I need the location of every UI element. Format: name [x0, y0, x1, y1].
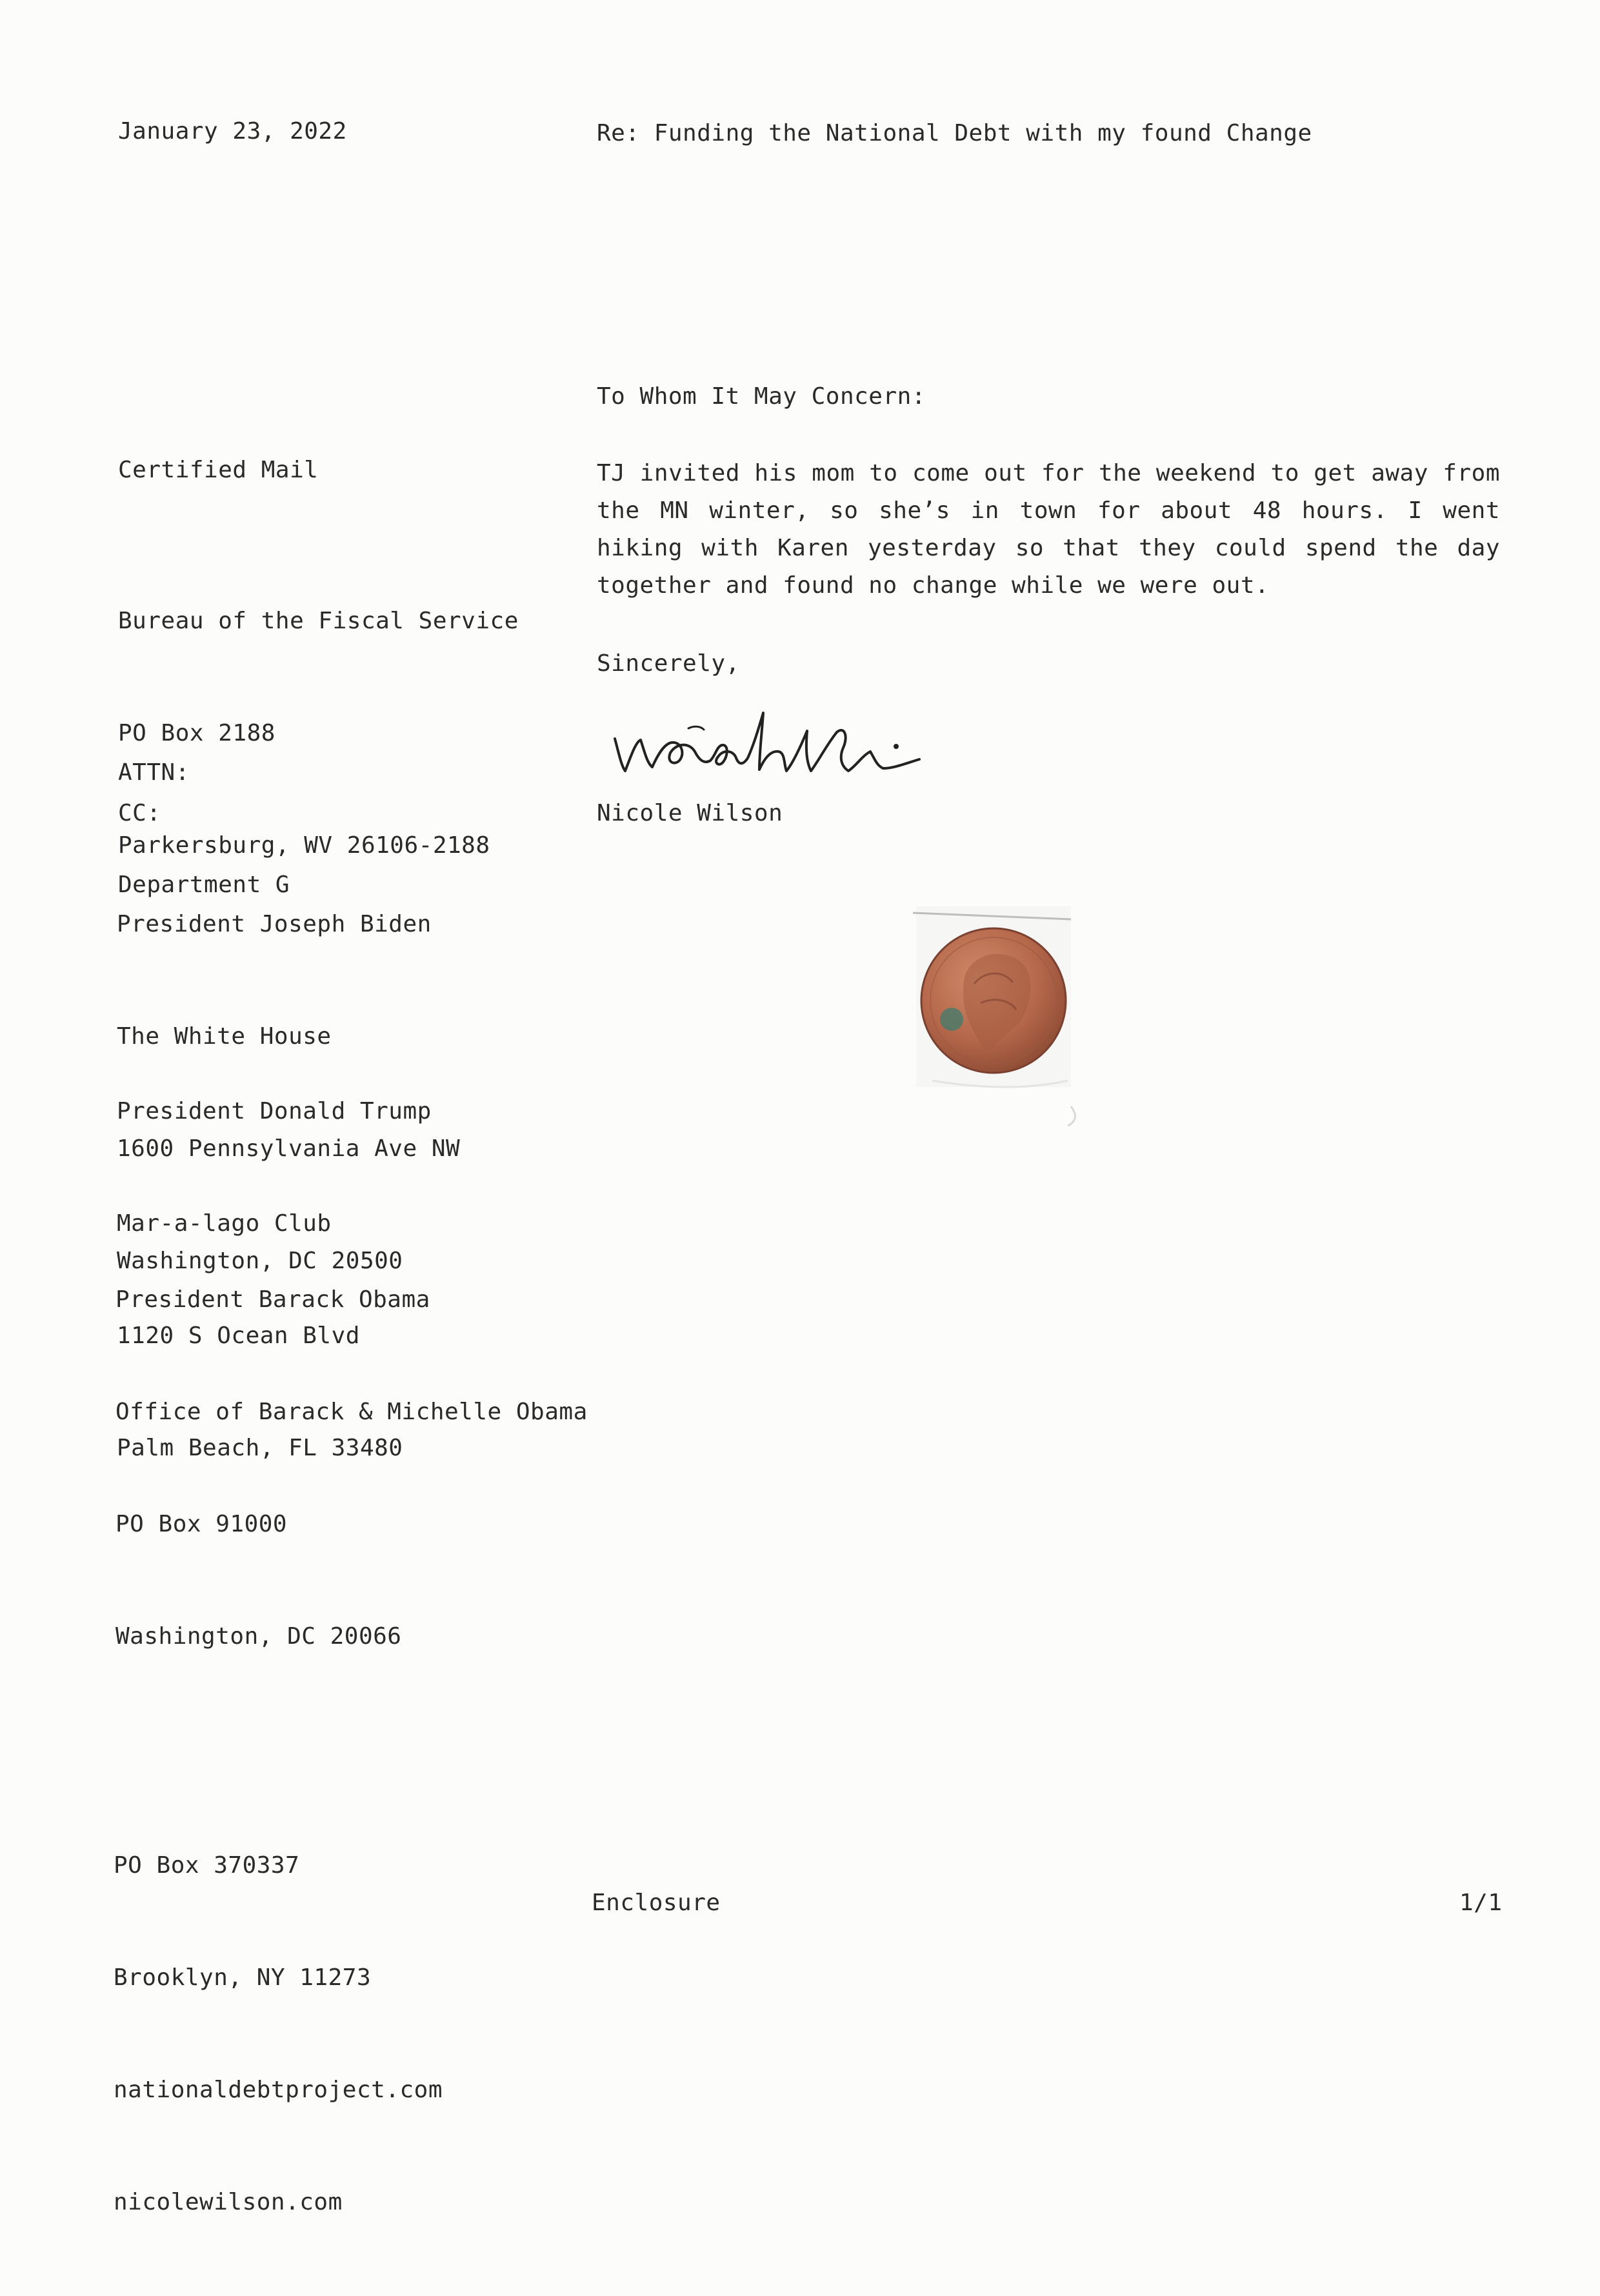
sender-line: PO Box 370337: [114, 1852, 300, 1879]
sender-line: nicolewilson.com: [114, 2189, 343, 2215]
letter-subject: Re: Funding the National Debt with my found Change: [597, 120, 1312, 146]
cc-line: Mar-a-lago Club: [117, 1210, 332, 1237]
cc-line: 1600 Pennsylvania Ave NW: [117, 1135, 461, 1162]
cc-line: The White House: [117, 1023, 332, 1050]
sender-line: nationaldebtproject.com: [114, 2077, 443, 2103]
cc-line: Washington, DC 20500: [117, 1248, 403, 1274]
cc-line: President Donald Trump: [117, 1098, 432, 1124]
signature: [610, 706, 945, 786]
letter-date: January 23, 2022: [118, 118, 347, 145]
cc-obama: [115, 1206, 588, 1730]
cc-line: President Joseph Biden: [117, 911, 432, 937]
penny-icon: [913, 906, 1106, 1139]
enclosure-label: Enclosure: [592, 1890, 721, 1916]
sender-address: [114, 1772, 443, 2296]
cc-line: PO Box 91000: [115, 1511, 288, 1537]
delivery-method: Certified Mail: [118, 457, 319, 483]
attn-department: Department G: [118, 872, 290, 898]
letter-body: TJ invited his mom to come out for the weekend to get away from the MN winter, so she’s in town for about 48 hours. I went hiking with Karen yesterday so that they could spend the day together and found no change while we were out.: [597, 460, 1500, 599]
salutation: To Whom It May Concern:: [597, 383, 926, 410]
signature-drawing: [610, 706, 945, 784]
page-number: 1/1: [1459, 1890, 1503, 1916]
attn-label: ATTN:: [118, 759, 190, 786]
closing: Sincerely,: [597, 650, 740, 677]
cc-line: President Barack Obama: [115, 1286, 430, 1313]
cc-line: 1120 S Ocean Blvd: [117, 1323, 360, 1349]
address-line: Parkersburg, WV 26106-2188: [118, 832, 490, 859]
cc-label: CC:: [118, 800, 161, 826]
cc-line: Washington, DC 20066: [115, 1623, 402, 1650]
address-line: PO Box 2188: [118, 720, 275, 746]
signature-text: nicole: [610, 706, 612, 707]
signer-name: Nicole Wilson: [597, 800, 783, 826]
enclosed-penny: [913, 906, 1106, 1141]
cc-line: Palm Beach, FL 33480: [117, 1435, 403, 1461]
address-line: Bureau of the Fiscal Service: [118, 608, 519, 634]
cc-line: Office of Barack & Michelle Obama: [115, 1399, 588, 1425]
sender-line: Brooklyn, NY 11273: [114, 1964, 372, 1991]
